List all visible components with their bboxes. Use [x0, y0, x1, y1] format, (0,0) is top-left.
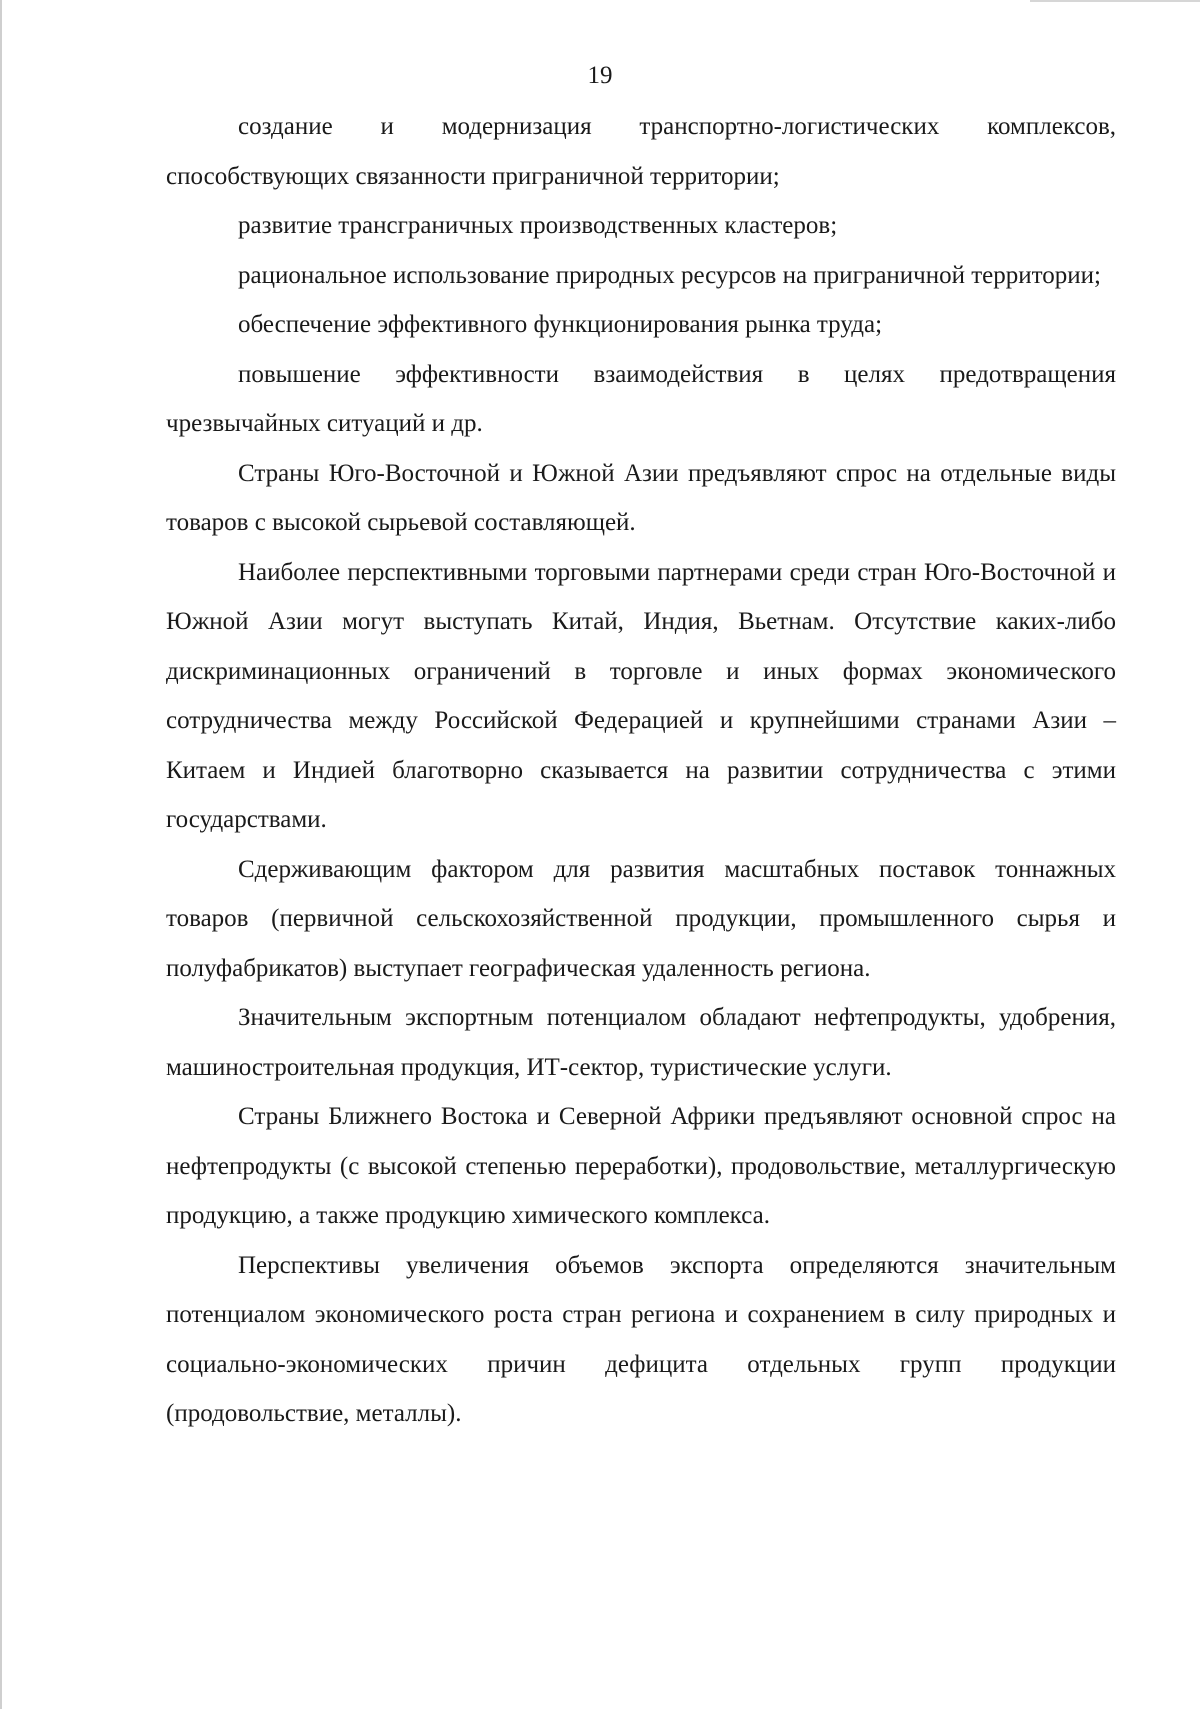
paragraph-6: Страны Юго-Восточной и Южной Азии предъявляют спрос на отдельные виды товаров с высокой сырьевой составляющей.: [166, 459, 1116, 536]
page-number: 19: [587, 62, 613, 89]
paragraph-3: рациональное использование природных ресурсов на приграничной территории;: [238, 261, 1101, 289]
paragraph-7: Наиболее перспективными торговыми партнерами среди стран Юго-Восточной и Южной Азии могут выступать Китай, Индия, Вьетнам. Отсутствие каких-либо дискриминационных ограничений в торговле и иных формах экономического сотрудничества между Российской Федерацией и крупнейшими странами Азии – Китаем и Индией благотворно сказывается на развитии сотрудничества с этими государствами.: [166, 558, 1116, 833]
document-body: [166, 102, 1116, 1439]
paragraph-8: Сдерживающим фактором для развития масштабных поставок тоннажных товаров (первичной сельскохозяйственной продукции, промышленного сырья и полуфабрикатов) выступает географическая удаленность региона.: [166, 855, 1116, 982]
paragraph-4: обеспечение эффективного функционирования рынка труда;: [238, 311, 883, 338]
paragraph-9: Значительным экспортным потенциалом обладают нефтепродукты, удобрения, машиностроительная продукция, ИТ-сектор, туристические услуги.: [166, 1004, 1116, 1081]
paragraph-10: Страны Ближнего Востока и Северной Африки предъявляют основной спрос на нефтепродукты (с высокой степенью переработки), продовольствие, металлургическую продукцию, а также продукцию химического комплекса.: [166, 1103, 1116, 1229]
scan-edge-line: [0, 0, 2, 1709]
paragraph-1: создание и модернизация транспортно-логистических комплексов, способствующих связанности приграничной территории;: [166, 113, 1116, 190]
paragraph-2: развитие трансграничных производственных кластеров;: [238, 212, 838, 239]
paragraph-5: повышение эффективности взаимодействия в целях предотвращения чрезвычайных ситуаций и др.: [166, 360, 1116, 437]
paragraph-11: Перспективы увеличения объемов экспорта определяются значительным потенциалом экономического роста стран региона и сохранением в силу природных и социально-экономических причин дефицита отдельных групп продукции (продовольствие, металлы).: [166, 1251, 1116, 1427]
scan-top-line: [1030, 0, 1200, 2]
